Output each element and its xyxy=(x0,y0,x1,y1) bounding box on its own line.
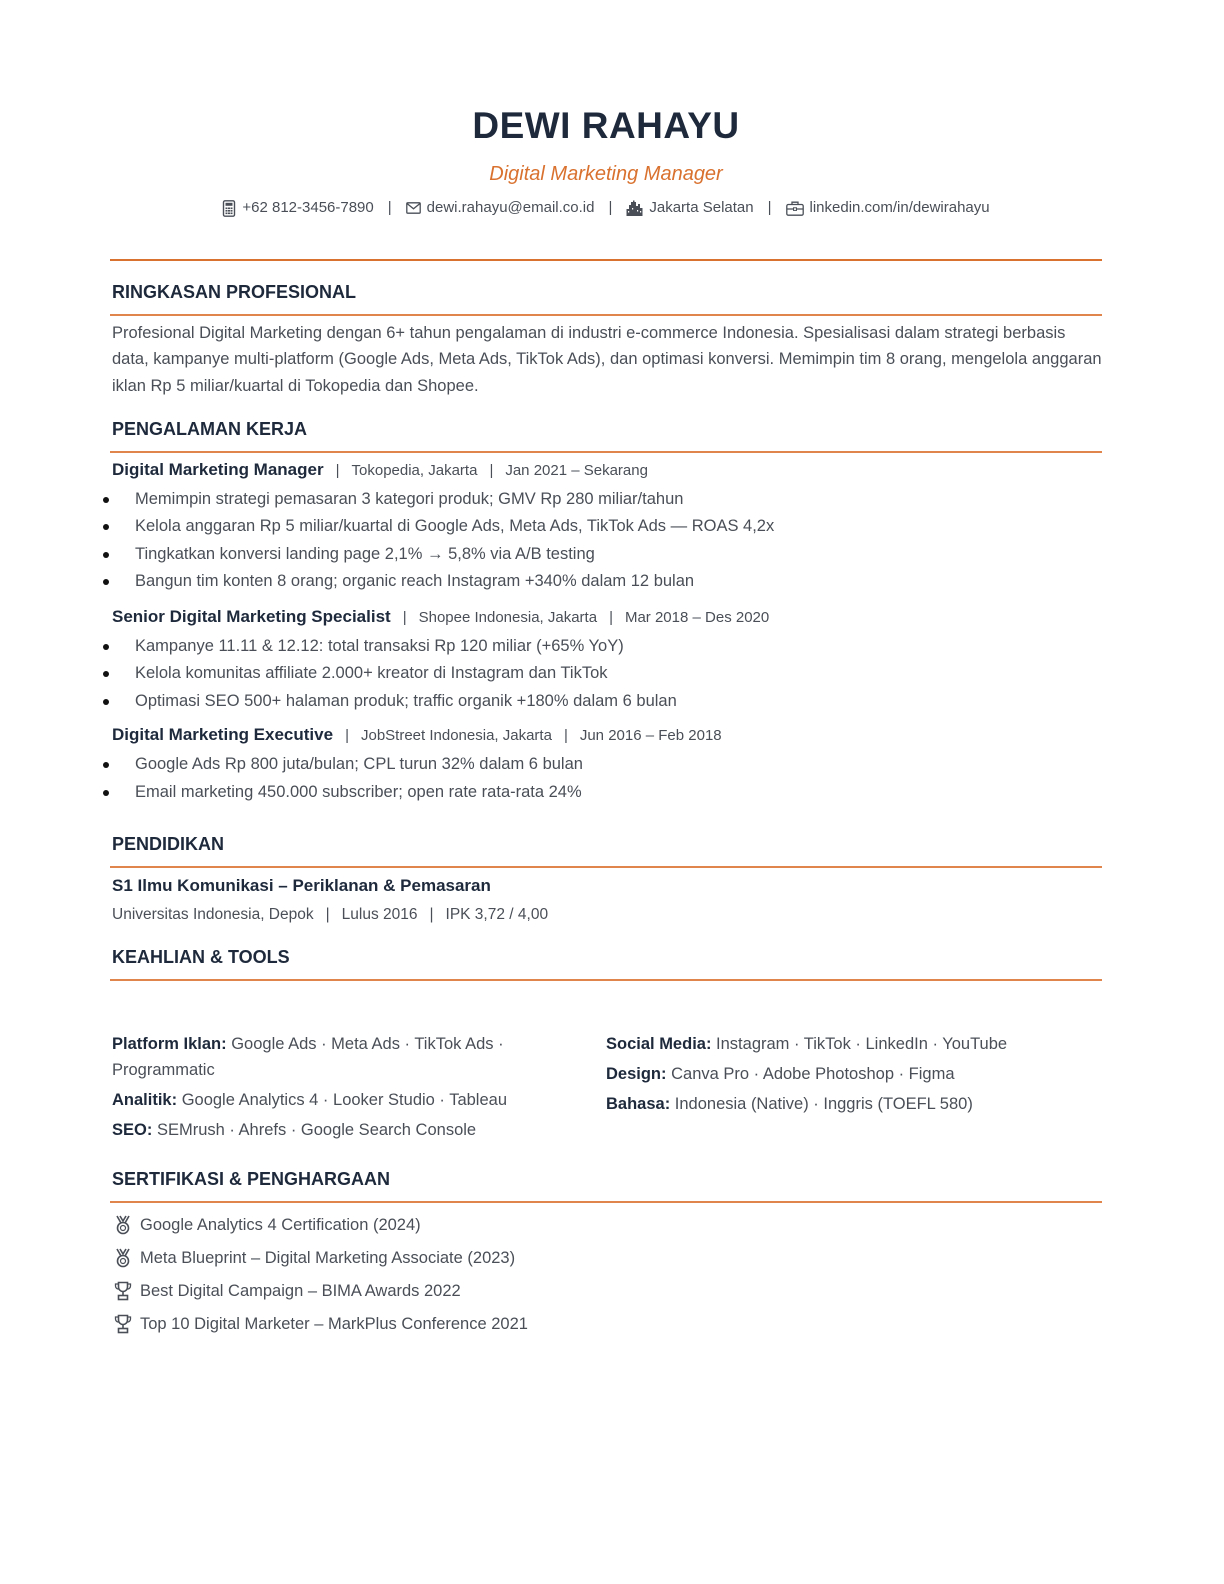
job-bullet: Tingkatkan konversi landing page 2,1% → 5,8% via A/B testing xyxy=(110,541,1102,569)
job-separator: | xyxy=(335,461,340,479)
cert-item xyxy=(114,1308,1102,1341)
job-bullets xyxy=(110,751,1102,806)
job-bullet: Memimpin strategi pemasaran 3 kategori produk; GMV Rp 280 miliar/tahun xyxy=(110,486,1102,514)
contact-phone xyxy=(222,196,373,220)
job-header xyxy=(110,605,1102,630)
trophy-icon xyxy=(114,1314,132,1334)
section-divider xyxy=(110,451,1102,453)
job-entry xyxy=(110,723,1102,806)
skills-title: KEAHLIAN & TOOLS xyxy=(112,947,290,967)
education-school: Universitas Indonesia, Depok xyxy=(112,905,314,923)
cert-item xyxy=(114,1275,1102,1308)
skill-value: Instagram · TikTok · LinkedIn · YouTube xyxy=(716,1035,1008,1053)
job-title: Digital Marketing Executive xyxy=(112,725,334,744)
job-bullets xyxy=(110,486,1102,596)
candidate-role: Digital Marketing Manager xyxy=(489,163,723,185)
job-title: Digital Marketing Manager xyxy=(112,459,324,479)
section-divider xyxy=(110,866,1102,868)
skill-label: Bahasa: xyxy=(606,1095,671,1113)
skill-value: Google Ads · Meta Ads · TikTok Ads · Programmatic xyxy=(112,1035,504,1079)
summary-text: Profesional Digital Marketing dengan 6+ tahun pengalaman di industri e-commerce Indonesia. Spesialisasi dalam strategi berbasis data, kampanye multi-platform (Google Ads, Meta Ads, TikTok Ads), dan optimasi konversi. Memimpin tim 8 orang, mengelola anggaran iklan Rp 5 miliar/kuartal di Tokopedia dan Shopee. xyxy=(112,323,1102,395)
skill-value: Canva Pro · Adobe Photoshop · Figma xyxy=(671,1065,955,1083)
contact-separator: | xyxy=(608,199,613,216)
skill-row xyxy=(112,1117,532,1143)
section-divider xyxy=(110,314,1102,316)
job-separator: | xyxy=(402,608,407,626)
linkedin-text: linkedin.com/in/dewirahayu xyxy=(809,199,990,216)
skill-value: Google Analytics 4 · Looker Studio · Tableau xyxy=(181,1091,507,1109)
job-separator: | xyxy=(609,608,613,626)
briefcase-icon xyxy=(786,201,804,216)
skill-label: Design: xyxy=(606,1065,667,1083)
job-entry xyxy=(110,605,1102,716)
location-text: Jakarta Selatan xyxy=(649,199,754,216)
job-company: Shopee Indonesia, Jakarta xyxy=(418,608,598,626)
certifications-section xyxy=(110,1167,1102,1341)
contact-separator: | xyxy=(767,199,772,216)
resume-header xyxy=(110,100,1102,220)
job-separator: | xyxy=(563,727,568,744)
experience-title: PENGALAMAN KERJA xyxy=(112,419,308,439)
job-bullets xyxy=(110,633,1102,716)
job-bullet: Bangun tim konten 8 orang; organic reach Instagram +340% dalam 12 bulan xyxy=(110,568,1102,596)
trophy-icon xyxy=(114,1281,132,1301)
job-entry xyxy=(110,458,1102,596)
skills-column-right xyxy=(606,1031,1100,1147)
job-title: Senior Digital Marketing Specialist xyxy=(112,606,391,626)
skill-row xyxy=(606,1091,1100,1117)
contact-location xyxy=(626,196,753,220)
education-graduation: Lulus 2016 xyxy=(341,905,418,923)
phone-icon xyxy=(222,200,236,217)
skill-label: SEO: xyxy=(112,1121,153,1139)
cert-text: Top 10 Digital Marketer – MarkPlus Conference 2021 xyxy=(140,1315,528,1333)
skill-row xyxy=(606,1061,1100,1087)
contact-linkedin[interactable] xyxy=(786,196,990,220)
cert-item xyxy=(114,1242,1102,1275)
skill-row xyxy=(606,1031,1100,1057)
skill-label: Social Media: xyxy=(606,1035,712,1053)
section-divider xyxy=(110,1201,1102,1203)
education-degree: S1 Ilmu Komunikasi – Periklanan & Pemasaran xyxy=(112,875,491,895)
medal-icon xyxy=(114,1215,132,1235)
email-text: dewi.rahayu@email.co.id xyxy=(426,199,595,216)
job-bullet: Kampanye 11.11 & 12.12: total transaksi Rp 120 miliar (+65% YoY) xyxy=(110,633,1102,661)
experience-section xyxy=(110,417,1102,806)
contact-email[interactable] xyxy=(406,196,595,220)
header-divider xyxy=(110,259,1102,261)
education-gpa: IPK 3,72 / 4,00 xyxy=(445,905,549,923)
city-icon xyxy=(626,200,643,216)
job-bullet: Optimasi SEO 500+ halaman produk; traffic organik +180% dalam 6 bulan xyxy=(110,688,1102,716)
education-meta xyxy=(110,903,1102,927)
education-section xyxy=(110,832,1102,927)
skill-row xyxy=(112,1087,532,1113)
skill-label: Analitik: xyxy=(112,1091,178,1109)
section-divider xyxy=(110,979,1102,981)
certifications-title: SERTIFIKASI & PENGHARGAAN xyxy=(112,1169,391,1189)
summary-section xyxy=(110,280,1102,399)
education-title: PENDIDIKAN xyxy=(112,834,225,854)
skill-label: Platform Iklan: xyxy=(112,1035,227,1053)
job-bullet: Google Ads Rp 800 juta/bulan; CPL turun 32% dalam 6 bulan xyxy=(110,751,1102,779)
cert-text: Meta Blueprint – Digital Marketing Associate (2023) xyxy=(140,1249,516,1267)
candidate-name: DEWI RAHAYU xyxy=(472,105,740,146)
job-bullet: Kelola anggaran Rp 5 miliar/kuartal di Google Ads, Meta Ads, TikTok Ads — ROAS 4,2x xyxy=(110,513,1102,541)
skill-value: Indonesia (Native) · Inggris (TOEFL 580) xyxy=(674,1095,973,1113)
certifications-list xyxy=(110,1209,1102,1341)
job-company: Tokopedia, Jakarta xyxy=(351,461,478,479)
cert-text: Google Analytics 4 Certification (2024) xyxy=(140,1216,421,1234)
job-separator: | xyxy=(489,461,494,479)
job-header xyxy=(110,458,1102,483)
job-separator: | xyxy=(345,727,349,744)
skills-section xyxy=(110,945,1102,981)
skill-value: SEMrush · Ahrefs · Google Search Console xyxy=(156,1121,477,1139)
skills-column-left xyxy=(112,1031,532,1147)
phone-text: +62 812-3456-7890 xyxy=(242,199,374,216)
job-header xyxy=(110,723,1102,748)
summary-title: RINGKASAN PROFESIONAL xyxy=(112,282,357,302)
cert-text: Best Digital Campaign – BIMA Awards 2022 xyxy=(140,1282,461,1300)
education-separator: | xyxy=(429,905,434,923)
contact-separator: | xyxy=(387,199,392,216)
job-period: Jun 2016 – Feb 2018 xyxy=(579,727,722,744)
medal-icon xyxy=(114,1248,132,1268)
envelope-icon xyxy=(406,202,421,214)
job-bullet: Email marketing 450.000 subscriber; open rate rata-rata 24% xyxy=(110,779,1102,807)
skill-row xyxy=(112,1031,532,1083)
education-separator: | xyxy=(325,905,330,923)
cert-item xyxy=(114,1209,1102,1242)
job-bullet: Kelola komunitas affiliate 2.000+ kreator di Instagram dan TikTok xyxy=(110,660,1102,688)
job-company: JobStreet Indonesia, Jakarta xyxy=(360,727,552,744)
job-period: Jan 2021 – Sekarang xyxy=(505,461,648,479)
skills-grid xyxy=(112,1031,1102,1147)
job-period: Mar 2018 – Des 2020 xyxy=(624,608,770,626)
contact-bar xyxy=(110,196,1102,220)
